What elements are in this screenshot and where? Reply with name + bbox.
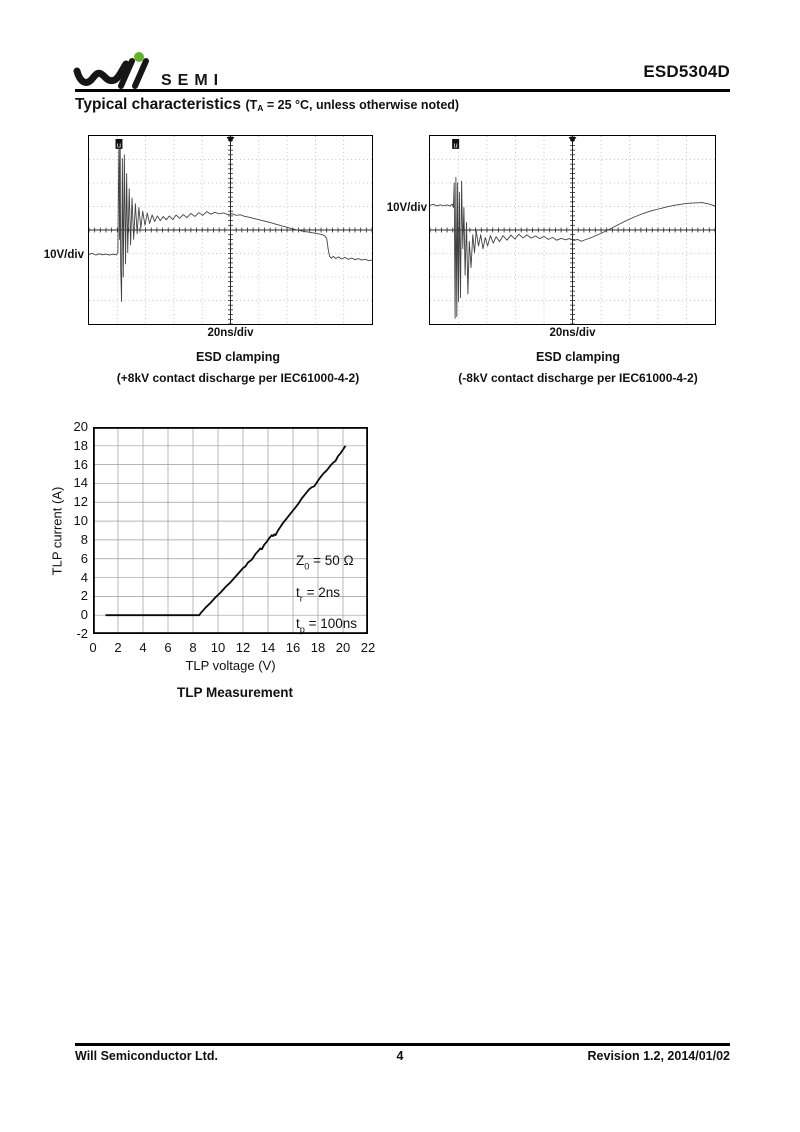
scope-negative-svg — [430, 136, 715, 324]
logo-wave — [77, 64, 126, 82]
tlp-y-axis-title: TLP current (A) — [49, 486, 65, 576]
tlp-y-tick-label: 14 — [73, 475, 88, 491]
header-rule — [75, 89, 730, 92]
tlp-x-tick-label: 4 — [139, 640, 147, 655]
will-semi-logo — [73, 52, 258, 92]
svg-text:u: u — [116, 140, 122, 150]
tlp-y-tick-label: 16 — [73, 456, 88, 472]
tlp-x-axis-title: TLP voltage (V) — [185, 658, 276, 673]
svg-text:u: u — [453, 140, 458, 150]
scope-negative-plot — [429, 135, 716, 325]
logo-slash-2 — [135, 61, 146, 86]
trigger-position-marker — [569, 137, 577, 143]
scope-negative-caption: ESD clamping — [535, 350, 621, 364]
tlp-x-tick-label: 16 — [285, 640, 301, 655]
tlp-annotation-tp: $t_p = 100ns$ — [296, 616, 358, 635]
tlp-y-tick-label: 8 — [80, 531, 88, 547]
tlp-annotation-tr: $t_r = 2ns$ — [296, 584, 340, 603]
scope-positive-hdiv-label: 20ns/div — [207, 327, 254, 339]
scope-positive-plot — [88, 135, 373, 325]
section-heading — [75, 96, 459, 114]
tlp-y-tick-label: 2 — [80, 588, 88, 604]
tlp-y-tick-label: 18 — [73, 437, 88, 453]
footer-rule — [75, 1043, 730, 1046]
tlp-x-tick-label: 18 — [310, 640, 326, 655]
tlp-x-tick-label: 12 — [235, 640, 251, 655]
tlp-x-tick-label: 22 — [360, 640, 376, 655]
tlp-y-tick-label: 20 — [73, 419, 88, 434]
tlp-x-tick-label: 6 — [164, 640, 172, 655]
scope-negative-subcaption: (-8kV contact discharge per IEC61000-4-2) — [458, 371, 698, 385]
tlp-annotation-z0: $Z_0 = 50$ Ω — [296, 553, 354, 572]
tlp-x-tick-label: 14 — [260, 640, 276, 655]
scope-negative-vdiv-label: 10V/div — [386, 202, 427, 214]
tlp-x-tick-label: 10 — [210, 640, 226, 655]
trigger-position-marker — [227, 137, 235, 143]
logo-graphic — [73, 52, 258, 92]
tlp-x-tick-label: 20 — [335, 640, 351, 655]
scope-positive-svg — [89, 136, 372, 324]
footer-page-number: 4 — [396, 1049, 404, 1063]
tlp-y-tick-label: 10 — [73, 513, 88, 529]
footer-company: Will Semiconductor Ltd. — [75, 1049, 218, 1063]
section-condition: ($T_A = 25$ °C, unless otherwise noted) — [245, 98, 460, 113]
tlp-y-tick-label: 12 — [73, 494, 88, 510]
tlp-x-tick-label: 0 — [89, 640, 97, 655]
tlp-y-tick-label: 6 — [80, 550, 88, 566]
scope-positive-subcaption: (+8kV contact discharge per IEC61000-4-2) — [116, 371, 360, 385]
tlp-y-tick-label: -2 — [76, 626, 88, 641]
scope-negative-hdiv-label: 20ns/div — [549, 327, 596, 339]
product-title: ESD5304D — [643, 62, 730, 81]
scope-positive-vdiv-label: 10V/div — [43, 249, 84, 261]
tlp-y-tick-label: 4 — [80, 569, 88, 585]
tlp-x-tick-label: 2 — [114, 640, 122, 655]
logo-text: SEMI — [161, 72, 225, 89]
tlp-chart-caption: TLP Measurement — [176, 685, 294, 700]
scope-positive-caption: ESD clamping — [195, 350, 281, 364]
tlp-x-tick-label: 8 — [189, 640, 197, 655]
tlp-y-tick-label: 0 — [80, 607, 88, 623]
section-title: Typical characteristics — [75, 96, 241, 113]
logo-green-dot — [134, 52, 144, 62]
footer-revision: Revision 1.2, 2014/01/02 — [587, 1049, 730, 1063]
tlp-annotations — [296, 548, 357, 643]
